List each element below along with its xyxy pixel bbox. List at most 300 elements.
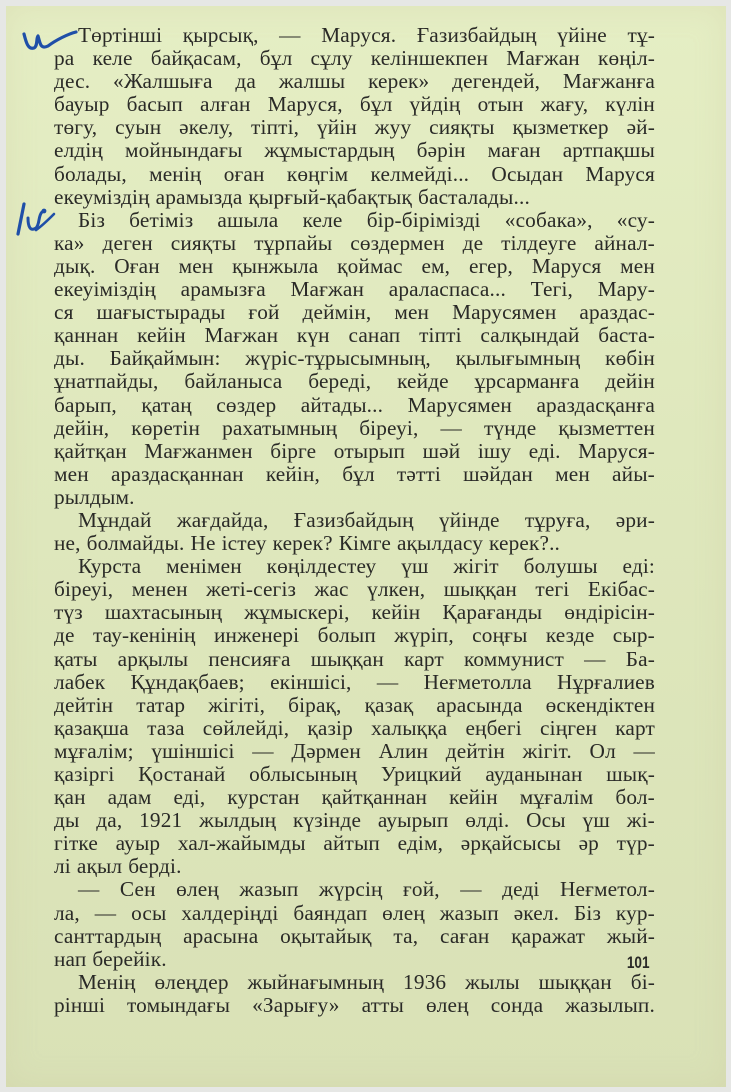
word: мен xyxy=(54,461,89,486)
text-line xyxy=(54,740,655,763)
word: еді. xyxy=(528,438,561,463)
word: халыққа xyxy=(371,715,448,740)
word: тегі xyxy=(535,577,570,602)
text-line xyxy=(54,948,655,971)
word: Маруся, xyxy=(267,92,343,117)
word: ашыла xyxy=(217,207,279,232)
text-line xyxy=(54,417,655,440)
word: бір-бірімізді xyxy=(366,207,481,232)
word: екеуіміздің xyxy=(54,277,156,302)
word: Төртінші xyxy=(78,23,163,47)
word: күзінде xyxy=(293,808,362,833)
word: ауырып xyxy=(377,808,449,833)
word: бірақ, xyxy=(288,692,342,717)
word: Біз xyxy=(78,207,106,232)
word: әрқайсысы xyxy=(460,831,561,856)
text-line xyxy=(54,47,655,70)
word: Ғазизбайдың xyxy=(416,23,537,47)
word: «су- xyxy=(616,207,655,232)
word: бол- xyxy=(615,785,655,810)
word: едім, xyxy=(397,831,444,856)
word: ла, xyxy=(54,900,80,925)
word: карт xyxy=(404,646,444,671)
text-line xyxy=(54,324,655,347)
word: мұғалім; xyxy=(54,738,134,763)
word: берді. xyxy=(128,854,182,879)
word: бұл xyxy=(359,92,393,117)
text-line xyxy=(54,24,655,47)
word: мұғалім xyxy=(519,785,594,810)
word: үйінде xyxy=(439,507,500,532)
word: Маруся xyxy=(531,253,602,278)
word: қаты xyxy=(54,646,98,671)
word: курстан xyxy=(227,785,300,810)
word: еді, xyxy=(173,785,206,810)
word: кейде xyxy=(397,369,449,394)
word: кейін, xyxy=(265,461,321,486)
word: — xyxy=(376,669,399,694)
word: өлең xyxy=(176,877,219,902)
word: карт xyxy=(615,715,655,740)
text-line xyxy=(54,578,655,601)
word: — xyxy=(440,415,462,440)
word: коммунист xyxy=(463,646,564,671)
word: мен xyxy=(394,300,430,325)
word: ғой, xyxy=(403,877,440,902)
word: ды xyxy=(54,808,80,833)
word: тау-кенінің xyxy=(92,623,196,648)
word: араздас- xyxy=(579,300,655,325)
word: халдеріңді xyxy=(181,900,279,925)
word: жый- xyxy=(606,923,655,948)
word: «Зарығу» xyxy=(252,992,340,1017)
word: санап xyxy=(348,323,401,348)
text-line xyxy=(54,232,655,255)
word: мен xyxy=(178,253,214,278)
word: жұмыстардың xyxy=(264,138,395,163)
word: осы xyxy=(131,900,167,925)
word: Кімге xyxy=(338,531,391,556)
word: тілдеуге xyxy=(501,230,577,255)
word: біреуі, xyxy=(54,577,114,602)
word: инженері xyxy=(213,623,300,648)
word: жылы xyxy=(465,969,520,994)
word: арасына xyxy=(183,923,259,948)
word: менімен xyxy=(166,554,242,579)
word: үш xyxy=(582,808,610,833)
word: шәй xyxy=(422,438,461,463)
text-line xyxy=(54,809,655,832)
word: екеуміздің xyxy=(54,184,150,209)
word: соңғы xyxy=(472,623,528,648)
word: көбін xyxy=(605,346,655,371)
word: гітке xyxy=(54,831,98,856)
word: барып, xyxy=(54,392,117,417)
word: қазір xyxy=(307,715,353,740)
word: алған xyxy=(199,92,251,117)
word: болып xyxy=(317,623,376,648)
word: сияқты xyxy=(170,230,237,255)
word: жігіті, xyxy=(208,692,266,717)
text-line xyxy=(54,994,655,1017)
text-line xyxy=(54,671,655,694)
word: біреуі, xyxy=(359,415,419,440)
word: Мағжанға xyxy=(562,69,655,94)
word: Мұндай xyxy=(78,507,152,532)
word: Ол xyxy=(589,738,616,763)
word: татар xyxy=(136,692,186,717)
word: байланыса xyxy=(184,369,283,394)
word: қазақ xyxy=(364,692,414,717)
word: айы- xyxy=(612,461,655,486)
word: істеу xyxy=(221,531,267,556)
word: үйіне xyxy=(557,23,607,47)
word: күн xyxy=(296,323,330,348)
word: сөздер xyxy=(216,392,277,417)
word: қазақша xyxy=(54,715,129,740)
word: келе xyxy=(302,207,343,232)
word: Осы xyxy=(526,808,566,833)
word: сөйлейді, xyxy=(202,715,290,740)
word: арасында xyxy=(436,692,523,717)
word: артпақшы xyxy=(562,138,655,163)
word: түнде xyxy=(483,415,537,440)
text-line xyxy=(54,463,655,486)
word: хал-жайымды xyxy=(177,831,306,856)
word: келіншекпен xyxy=(370,46,489,71)
word: жылдың xyxy=(199,808,277,833)
word: маған xyxy=(487,138,541,163)
text-line xyxy=(54,786,655,809)
word: жі- xyxy=(626,808,655,833)
word: Байқаймын: xyxy=(109,346,221,371)
text-line xyxy=(54,93,655,116)
word: мен xyxy=(620,253,655,278)
word: — xyxy=(633,738,655,763)
word: кезде xyxy=(545,623,595,648)
text-line xyxy=(54,70,655,93)
word: түр- xyxy=(616,831,655,856)
word: лі xyxy=(54,854,71,879)
word: сонда xyxy=(490,992,544,1017)
word: жуу xyxy=(374,115,412,140)
word: та, xyxy=(393,923,419,948)
word: де xyxy=(462,230,484,255)
word: ішу xyxy=(477,438,512,463)
word: еді: xyxy=(622,554,655,579)
text-line xyxy=(54,532,655,555)
word: отырып xyxy=(333,438,406,463)
word: шыққан xyxy=(538,969,612,994)
word: Нұрғалиев xyxy=(557,669,655,694)
word: Неғметолла xyxy=(423,669,532,694)
word: дейтін xyxy=(54,692,114,717)
word: облысының xyxy=(249,762,358,786)
text-line xyxy=(54,971,655,994)
word: пенсияға xyxy=(208,646,291,671)
word: көретін xyxy=(131,415,201,440)
word: қаннан xyxy=(54,323,119,348)
word: дейін xyxy=(605,369,655,394)
word: ся xyxy=(54,300,74,325)
word: тұруға, xyxy=(524,507,591,532)
word: да xyxy=(235,69,256,94)
word: жағу, xyxy=(540,92,589,117)
word: қызметтен xyxy=(558,415,655,440)
word: шық- xyxy=(606,762,655,786)
word: өлеңдер xyxy=(154,969,229,994)
word: басып xyxy=(126,92,183,117)
word: әй- xyxy=(626,115,655,140)
word: дегендей, xyxy=(452,69,541,94)
text-line xyxy=(54,555,655,578)
text-line xyxy=(54,278,655,301)
book-page xyxy=(6,6,726,1087)
text-line xyxy=(54,855,655,878)
word: қоймас xyxy=(337,253,403,278)
word: баста- xyxy=(598,323,655,348)
word: деген xyxy=(102,230,153,255)
word: өскендіктен xyxy=(545,692,655,717)
text-line xyxy=(54,486,655,509)
word: қайтқан xyxy=(54,438,127,463)
word: айтып xyxy=(323,831,380,856)
word: керек? xyxy=(272,531,333,556)
word: қылығымның xyxy=(455,346,581,371)
body-text xyxy=(54,24,655,1017)
word: тіпті, xyxy=(251,115,300,140)
handwritten-checkmark-icon xyxy=(14,200,58,240)
word: — xyxy=(460,877,482,902)
text-line xyxy=(54,624,655,647)
word: де xyxy=(54,623,75,648)
text-line xyxy=(54,832,655,855)
word: нап xyxy=(54,946,87,971)
word: өндірісін- xyxy=(564,600,655,625)
word: өлді. xyxy=(465,808,510,833)
word: деді xyxy=(502,877,540,902)
word: Қарағанды xyxy=(442,600,543,625)
word: лабек xyxy=(54,669,106,694)
word: жыйнағымның xyxy=(247,969,385,994)
word: бұл xyxy=(342,461,375,486)
word: суын xyxy=(115,115,162,140)
word: бірге xyxy=(270,438,317,463)
word: Марусямен xyxy=(407,392,512,417)
word: басталады... xyxy=(417,184,530,209)
word: көңілдестеу xyxy=(266,554,377,579)
word: Неғметол- xyxy=(559,877,655,902)
word: Маруся- xyxy=(578,438,655,463)
word: санттардың xyxy=(54,923,162,948)
word: шәйдан xyxy=(463,461,533,486)
word: әри- xyxy=(615,507,655,532)
word: Мағжан xyxy=(204,323,279,348)
word: салқындай xyxy=(480,323,580,348)
word: ғой xyxy=(248,300,280,325)
word: шыққан xyxy=(310,646,384,671)
word: Мағжанмен xyxy=(144,438,253,463)
word: сыр- xyxy=(612,623,655,648)
text-line xyxy=(54,394,655,417)
word: Менің xyxy=(78,969,136,994)
word: бұл xyxy=(259,46,293,71)
text-line xyxy=(54,139,655,162)
word: жүрсің xyxy=(318,877,383,902)
text-line xyxy=(54,301,655,324)
text-line xyxy=(54,163,655,186)
word: араласпаса... xyxy=(388,277,506,302)
word: Қостанай xyxy=(138,762,226,786)
word: арамызға xyxy=(180,277,266,302)
word: жұмыскері, xyxy=(244,600,350,625)
word: байқасам, xyxy=(150,46,242,71)
word: берейік. xyxy=(92,946,167,971)
word: жеті-сегіз xyxy=(206,577,297,602)
word: қырсық, xyxy=(182,23,259,47)
word: ауданынан xyxy=(485,762,583,786)
word: ақылдасу xyxy=(396,531,483,556)
word: әкелу, xyxy=(179,115,234,140)
word: араздасқаннан xyxy=(110,461,244,486)
word: дық. xyxy=(54,253,96,278)
word: үлкен, xyxy=(367,577,426,602)
word: жүріп, xyxy=(394,623,454,648)
word: менің xyxy=(149,161,202,186)
text-line xyxy=(54,925,655,948)
word: ақыл xyxy=(76,854,123,879)
word: қан xyxy=(54,785,86,810)
word: оқытайық xyxy=(280,923,372,948)
word: бауыр xyxy=(54,92,110,117)
word: әр xyxy=(578,831,599,856)
word: Сен xyxy=(119,877,156,902)
word: менен xyxy=(131,577,188,602)
text-line xyxy=(54,601,655,624)
word: төгу, xyxy=(54,115,98,140)
word: келе xyxy=(92,46,133,71)
word: таза xyxy=(147,715,185,740)
word: қынжыла xyxy=(232,253,319,278)
word: Дәрмен xyxy=(291,738,361,763)
text-line xyxy=(54,694,655,717)
word: еңбегі xyxy=(465,715,522,740)
word: кейін xyxy=(137,323,186,348)
word: болады, xyxy=(54,161,127,186)
word: керек?.. xyxy=(489,531,561,556)
word: кейін xyxy=(371,600,421,625)
word: айнал- xyxy=(594,230,655,255)
text-line xyxy=(54,902,655,925)
word: үшіншісі xyxy=(151,738,235,763)
word: — xyxy=(94,900,117,925)
word: сөздермен xyxy=(350,230,445,255)
word: егер, xyxy=(468,253,514,278)
word: не, xyxy=(54,531,81,556)
text-line xyxy=(54,509,655,532)
word: керек» xyxy=(368,69,430,94)
word: отын xyxy=(477,92,524,117)
word: рылдым. xyxy=(54,484,135,509)
word: рінші xyxy=(54,992,106,1017)
text-line xyxy=(54,717,655,740)
word: дес. xyxy=(54,69,91,94)
word: ем, xyxy=(421,253,451,278)
word: қызметкер xyxy=(512,115,609,140)
word: мен xyxy=(555,461,590,486)
word: үш xyxy=(401,554,429,579)
word: Не xyxy=(190,531,216,556)
word: қатаң xyxy=(141,392,192,417)
word: арамызда xyxy=(155,184,243,209)
word: береді, xyxy=(308,369,372,394)
word: қайтқаннан xyxy=(321,785,428,810)
word: Мағжан xyxy=(290,277,365,302)
word: жігіт. xyxy=(522,738,572,763)
word: жазып xyxy=(239,877,299,902)
word: жүріс-тұрысымның, xyxy=(245,346,431,371)
word: әкел. xyxy=(513,900,560,925)
text-line xyxy=(54,255,655,278)
word: 1936 xyxy=(403,969,447,994)
word: Біз xyxy=(574,900,602,925)
word: кейін xyxy=(449,785,498,810)
word: бәрін xyxy=(416,138,466,163)
word: деймін, xyxy=(302,300,372,325)
word: Мағжан xyxy=(506,46,580,71)
word: Урицкий xyxy=(380,762,462,786)
word: «собака», xyxy=(504,207,593,232)
word: — xyxy=(78,877,100,902)
word: дейін, xyxy=(54,415,110,440)
word: қазіргі xyxy=(54,762,115,786)
word: ды. xyxy=(54,346,85,371)
text-line xyxy=(54,209,655,232)
word: күлін xyxy=(605,92,655,117)
word: жазылып. xyxy=(565,992,655,1017)
word: Курста xyxy=(78,554,142,579)
word: қаражат xyxy=(511,923,586,948)
text-line xyxy=(54,186,655,209)
word: шахтасының xyxy=(104,600,223,625)
word: тұрпайы xyxy=(254,230,333,255)
word: айтады... xyxy=(300,392,384,417)
word: мойнындағы xyxy=(124,138,243,163)
word: тіпті xyxy=(419,323,462,348)
word: көңіл- xyxy=(598,46,655,71)
word: ұрсарманға xyxy=(474,369,580,394)
word: баяндап xyxy=(293,900,368,925)
word: томындағы xyxy=(127,992,231,1017)
word: бі- xyxy=(630,969,655,994)
word: көңгім xyxy=(286,161,349,186)
word: Осыдан xyxy=(491,161,564,186)
word: тұ- xyxy=(627,23,655,47)
word: ра xyxy=(54,46,75,71)
text-line xyxy=(54,347,655,370)
word: Мару- xyxy=(597,277,655,302)
word: болушы xyxy=(523,554,598,579)
word: кур- xyxy=(615,900,655,925)
word: араздасқанға xyxy=(536,392,655,417)
word: Ба- xyxy=(625,646,655,671)
word: — xyxy=(252,738,274,763)
word: болмайды. xyxy=(86,531,185,556)
word: ка» xyxy=(54,230,85,255)
word: келмейді... xyxy=(370,161,470,186)
word: Маруся xyxy=(585,161,655,186)
text-line xyxy=(54,878,655,901)
